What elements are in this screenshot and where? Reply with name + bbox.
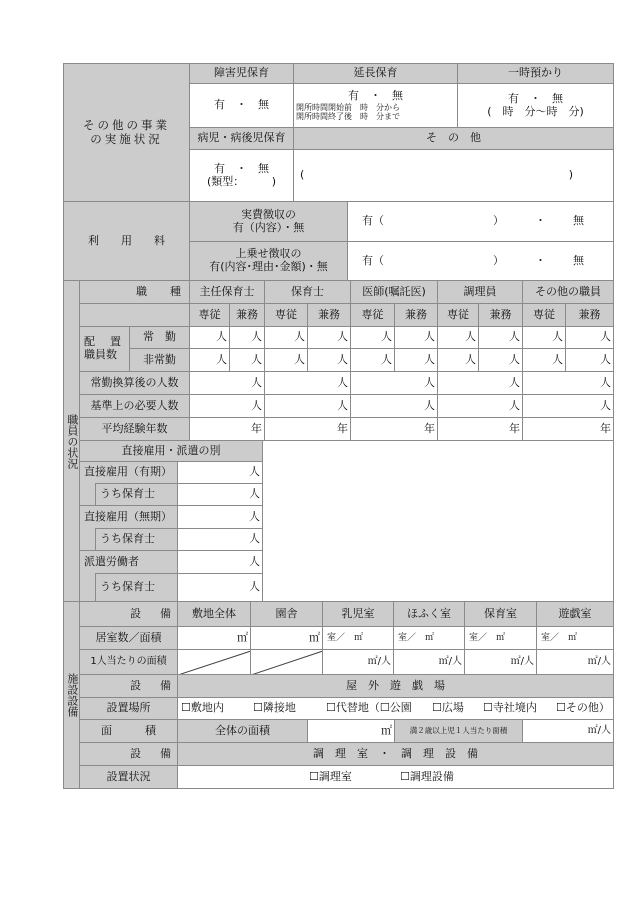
per-person-label: 1人当たりの面積 [79, 649, 178, 675]
fulltime-label: 常 勤 [129, 326, 190, 349]
parttime-cell[interactable]: 人 [478, 348, 523, 372]
employment-row-value[interactable]: 人 [177, 573, 263, 602]
job-cook: 調理員 [437, 280, 523, 304]
sub-dedicated-4: 専従 [437, 303, 479, 327]
col-infant-room: 乳児室 [322, 601, 394, 627]
other-open-paren: ( [300, 168, 305, 182]
sub-dedicated-3: 専従 [350, 303, 395, 327]
extra-charge-close: ） [493, 253, 504, 267]
job-type-label-blank [79, 303, 190, 327]
employment-row-value[interactable]: 人 [177, 528, 263, 551]
play-per-person-cell[interactable]: ㎡/人 [536, 649, 614, 675]
total-area-cell[interactable]: ㎡ [307, 719, 395, 743]
col-nursery-room: 保育室 [464, 601, 537, 627]
header-temporary-care: 一時預かり [457, 63, 614, 84]
fulltime-cell[interactable]: 人 [264, 326, 308, 349]
other-close-paren: ) [568, 168, 573, 182]
install-label: 設置状況 [79, 765, 178, 789]
placement-label-2: 職員数 [84, 348, 117, 361]
employment-indent [79, 483, 96, 506]
facilities-section-label [63, 601, 80, 789]
staff-section-label [63, 280, 80, 602]
sub-dedicated-5: 専従 [522, 303, 566, 327]
infant-per-person-cell[interactable]: ㎡/人 [322, 649, 394, 675]
extended-care-value[interactable] [293, 83, 458, 128]
employment-row-value[interactable]: 人 [177, 505, 263, 529]
checkbox-alternative[interactable]: ☐代替地（☐公園 [326, 701, 412, 715]
sub-dedicated-1: 専従 [189, 303, 230, 327]
other-projects-section-label [63, 63, 190, 202]
sick-child-care-value[interactable] [189, 149, 294, 202]
employment-row-value[interactable]: 人 [177, 550, 263, 574]
experience-cell[interactable]: 年 [189, 417, 265, 441]
fulltime-cell[interactable]: 人 [522, 326, 566, 349]
location-label: 設置場所 [79, 697, 178, 720]
rooms-area-label: 居室数／面積 [79, 626, 178, 650]
required-cell[interactable]: 人 [350, 394, 438, 418]
other-projects-label-text: その他の事業の実施状況 [83, 118, 170, 146]
site-per-person-na [177, 649, 251, 675]
checkbox-adjacent[interactable]: ☐隣接地 [253, 701, 296, 715]
col-site: 敷地全体 [177, 601, 251, 627]
employment-indent [79, 573, 96, 602]
employment-row-label: うち保育士 [95, 528, 178, 551]
employment-row-label: うち保育士 [95, 483, 178, 506]
sub-concurrent-2: 兼務 [307, 303, 351, 327]
fulltime-cell[interactable]: 人 [394, 326, 438, 349]
fulltime-cell[interactable]: 人 [229, 326, 265, 349]
experience-cell[interactable]: 年 [522, 417, 614, 441]
required-cell[interactable]: 人 [189, 394, 265, 418]
placement-label-1: 配 置 [84, 335, 123, 349]
required-label: 基準上の必要人数 [79, 394, 190, 418]
parttime-label: 非常勤 [129, 348, 190, 372]
checkbox-on-site[interactable]: ☐敷地内 [181, 701, 224, 715]
experience-label: 平均経験年数 [79, 417, 190, 441]
employment-header: 直接雇用・派遣の別 [79, 440, 263, 462]
actual-cost-yes[interactable]: 有（ [362, 214, 384, 228]
converted-cell[interactable]: 人 [522, 371, 614, 395]
diagonal-slash-icon [251, 650, 323, 675]
actual-cost-label-line1: 実費徴収の [241, 207, 296, 221]
building-per-person-na [250, 649, 323, 675]
parttime-cell[interactable]: 人 [307, 348, 351, 372]
actual-cost-label [189, 201, 348, 242]
usage-fee-section-label: 利 用 料 [63, 201, 190, 281]
required-cell[interactable]: 人 [437, 394, 523, 418]
kitchen-header: 調 理 室 ・ 調 理 設 備 [177, 742, 614, 766]
sub-concurrent-1: 兼務 [229, 303, 265, 327]
required-cell[interactable]: 人 [264, 394, 351, 418]
checkbox-kitchen-equipment[interactable]: ☐調理設備 [400, 769, 454, 783]
outdoor-equipment-label [79, 674, 178, 698]
employment-row-label: 派遣労働者 [79, 550, 178, 574]
crawl-per-person-cell[interactable]: ㎡/人 [393, 649, 465, 675]
staff-section-label-text: 職員の状況 [65, 413, 79, 469]
extra-charge-no[interactable]: 無 [573, 253, 584, 267]
extended-before-open: 開所時間開始前 時 分から [296, 102, 400, 112]
crawl-rooms-cell[interactable]: 室／ ㎡ [393, 626, 465, 650]
fulltime-cell[interactable]: 人 [478, 326, 523, 349]
nursery-rooms-cell[interactable]: 室／ ㎡ [464, 626, 537, 650]
parttime-cell[interactable]: 人 [437, 348, 479, 372]
total-area-label: 全体の面積 [177, 719, 308, 743]
checkbox-shrine[interactable]: ☐寺社境内 [483, 701, 537, 715]
job-doctor: 医師(嘱託医) [350, 280, 438, 304]
job-other-staff: その他の職員 [522, 280, 614, 304]
converted-cell[interactable]: 人 [437, 371, 523, 395]
job-type-label-text: 職 種 [136, 284, 187, 298]
employment-row-value[interactable]: 人 [177, 483, 263, 506]
employment-row-label: 直接雇用（有期） [79, 461, 178, 484]
extra-charge-yes[interactable]: 有（ [362, 253, 384, 267]
checkbox-plaza[interactable]: ☐広場 [432, 701, 464, 715]
sick-yes-no[interactable]: 有 ・ 無 [214, 161, 269, 175]
employment-row-value[interactable]: 人 [177, 461, 263, 484]
actual-cost-close: ） [493, 214, 504, 228]
job-type-label [79, 280, 190, 304]
temporary-care-value[interactable] [457, 83, 614, 128]
location-options [177, 697, 614, 720]
equipment-label-text: 設 備 [130, 606, 175, 620]
parttime-cell[interactable]: 人 [394, 348, 438, 372]
header-other: そ の 他 [293, 127, 614, 150]
fulltime-cell[interactable]: 人 [307, 326, 351, 349]
fulltime-cell[interactable]: 人 [565, 326, 614, 349]
experience-cell[interactable]: 年 [264, 417, 351, 441]
extra-charge-value[interactable] [347, 241, 614, 281]
facilities-section-label-text: 施設設備 [65, 673, 79, 717]
area-label: 面 積 [79, 719, 178, 743]
outdoor-play-header: 屋 外 遊 戯 場 [177, 674, 614, 698]
header-disability-care: 障害児保育 [189, 63, 294, 84]
job-head-teacher: 主任保育士 [189, 280, 265, 304]
parttime-cell[interactable]: 人 [229, 348, 265, 372]
col-crawl-room: ほふく室 [393, 601, 465, 627]
disability-care-value[interactable]: 有 ・ 無 [189, 83, 294, 128]
kitchen-equipment-label-text: 設 備 [130, 746, 175, 760]
outdoor-equipment-label-text: 設 備 [130, 678, 175, 692]
extra-charge-dot: ・ [535, 253, 546, 267]
experience-cell[interactable]: 年 [437, 417, 523, 441]
sub-concurrent-3: 兼務 [394, 303, 438, 327]
employment-row-label: うち保育士 [95, 573, 178, 602]
diagonal-slash-icon [178, 650, 251, 675]
kitchen-options [177, 765, 614, 789]
site-area-cell[interactable]: ㎡ [177, 626, 251, 650]
other-value[interactable] [293, 149, 614, 202]
actual-cost-no[interactable]: 無 [573, 214, 584, 228]
col-play-room: 遊戯室 [536, 601, 614, 627]
extended-yes-no[interactable]: 有 ・ 無 [348, 88, 403, 102]
play-rooms-cell[interactable]: 室／ ㎡ [536, 626, 614, 650]
converted-cell[interactable]: 人 [264, 371, 351, 395]
blank-area [262, 440, 614, 602]
required-cell[interactable]: 人 [522, 394, 614, 418]
extra-charge-label-line2: 有(内容･理由･金額)・無 [209, 260, 328, 273]
header-extended-care: 延長保育 [293, 63, 458, 84]
sub-concurrent-5: 兼務 [565, 303, 614, 327]
parttime-cell[interactable]: 人 [189, 348, 230, 372]
converted-cell[interactable]: 人 [189, 371, 265, 395]
employment-row-label: 直接雇用（無期） [79, 505, 178, 529]
col-building: 園舎 [250, 601, 323, 627]
infant-rooms-cell[interactable]: 室／ ㎡ [322, 626, 394, 650]
actual-cost-value[interactable] [347, 201, 614, 242]
building-area-cell[interactable]: ㎡ [250, 626, 323, 650]
parttime-cell[interactable]: 人 [350, 348, 395, 372]
temporary-time: ( 時 分～時 分) [487, 104, 584, 118]
extra-charge-label [189, 241, 348, 281]
employment-indent [79, 528, 96, 551]
nursery-per-person-cell[interactable]: ㎡/人 [464, 649, 537, 675]
checkbox-other[interactable]: ☐その他） [556, 701, 610, 715]
checkbox-kitchen-room[interactable]: ☐調理室 [309, 769, 352, 783]
actual-cost-label-line2: 有（内容）・無 [232, 220, 305, 234]
converted-label: 常勤換算後の人数 [79, 371, 190, 395]
equipment-label [79, 601, 178, 627]
per-child-area-cell[interactable]: ㎡/人 [522, 719, 614, 743]
fulltime-cell[interactable]: 人 [189, 326, 230, 349]
sub-concurrent-4: 兼務 [478, 303, 523, 327]
temporary-yes-no[interactable]: 有 ・ 無 [508, 91, 563, 105]
job-nursery-teacher: 保育士 [264, 280, 351, 304]
per-child-area-label: 満２歳以上児１人当たり面積 [394, 719, 523, 743]
fulltime-cell[interactable]: 人 [437, 326, 479, 349]
parttime-cell[interactable]: 人 [565, 348, 614, 372]
placement-label [79, 326, 130, 372]
actual-cost-dot: ・ [535, 214, 546, 228]
header-sick-child-care: 病児・病後児保育 [189, 127, 294, 150]
parttime-cell[interactable]: 人 [264, 348, 308, 372]
sick-type[interactable]: (類型： ) [206, 174, 277, 188]
parttime-cell[interactable]: 人 [522, 348, 566, 372]
converted-cell[interactable]: 人 [350, 371, 438, 395]
extended-after-close: 開所時間終了後 時 分まで [296, 111, 400, 121]
experience-cell[interactable]: 年 [350, 417, 438, 441]
extra-charge-label-line1: 上乗せ徴収の [235, 247, 302, 261]
sub-dedicated-2: 専従 [264, 303, 308, 327]
kitchen-equipment-label [79, 742, 178, 766]
fulltime-cell[interactable]: 人 [350, 326, 395, 349]
